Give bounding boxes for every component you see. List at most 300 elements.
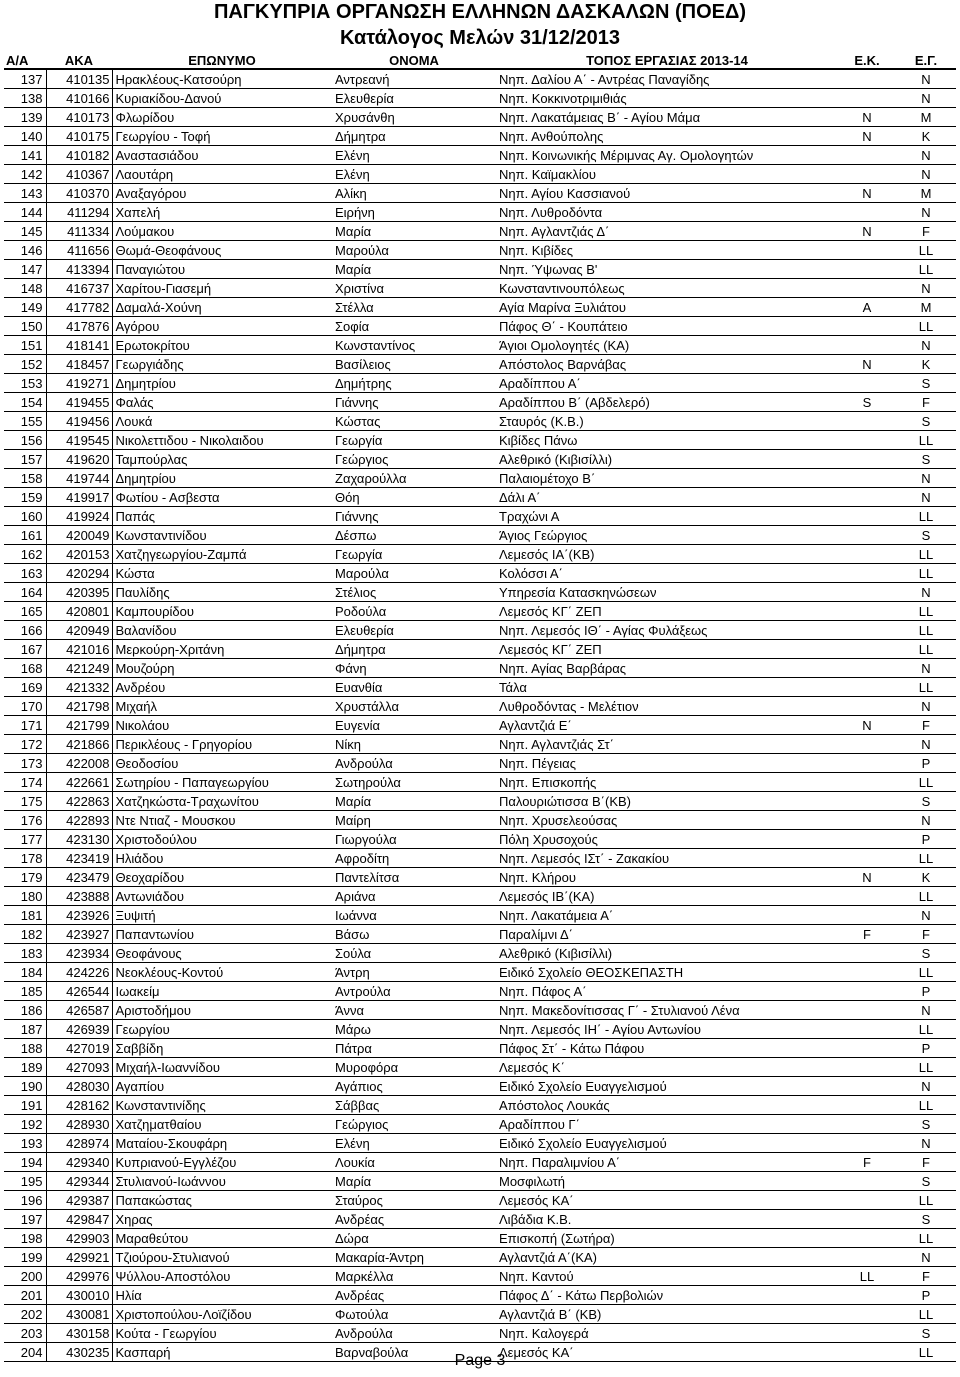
cell-eg: LL bbox=[896, 1191, 956, 1210]
cell-surname: Μιχαήλ-Ιωαννίδου bbox=[112, 1058, 332, 1077]
cell-aka: 410173 bbox=[46, 108, 112, 127]
cell-ek bbox=[838, 1248, 896, 1267]
cell-name: Γεωργία bbox=[332, 431, 496, 450]
cell-name: Παντελίτσα bbox=[332, 868, 496, 887]
cell-eg: LL bbox=[896, 1096, 956, 1115]
cell-aka: 417782 bbox=[46, 298, 112, 317]
cell-surname: Χαπελή bbox=[112, 203, 332, 222]
cell-name: Αριάνα bbox=[332, 887, 496, 906]
cell-aka: 421866 bbox=[46, 735, 112, 754]
cell-eg: P bbox=[896, 754, 956, 773]
cell-aa: 175 bbox=[4, 792, 46, 811]
cell-aa: 180 bbox=[4, 887, 46, 906]
cell-workplace: Πάφος Στ΄ - Κάτω Πάφου bbox=[496, 1039, 838, 1058]
cell-aa: 199 bbox=[4, 1248, 46, 1267]
cell-ek bbox=[838, 317, 896, 336]
table-row bbox=[4, 374, 956, 393]
cell-aa: 168 bbox=[4, 659, 46, 678]
cell-aka: 420949 bbox=[46, 621, 112, 640]
cell-name: Μακαρία-Άντρη bbox=[332, 1248, 496, 1267]
cell-aka: 421332 bbox=[46, 678, 112, 697]
cell-aka: 418457 bbox=[46, 355, 112, 374]
table-row bbox=[4, 1267, 956, 1286]
cell-surname: Φαλάς bbox=[112, 393, 332, 412]
cell-eg: N bbox=[896, 659, 956, 678]
cell-aa: 195 bbox=[4, 1172, 46, 1191]
cell-ek bbox=[838, 1324, 896, 1343]
cell-eg: LL bbox=[896, 887, 956, 906]
cell-eg: S bbox=[896, 1324, 956, 1343]
cell-aa: 145 bbox=[4, 222, 46, 241]
cell-ek bbox=[838, 906, 896, 925]
cell-aa: 150 bbox=[4, 317, 46, 336]
cell-ek bbox=[838, 564, 896, 583]
cell-ek: N bbox=[838, 868, 896, 887]
cell-name: Βαρναβούλα bbox=[332, 1343, 496, 1362]
cell-eg: LL bbox=[896, 963, 956, 982]
cell-workplace: Σταυρός (Κ.Β.) bbox=[496, 412, 838, 431]
table-row bbox=[4, 925, 956, 944]
table-row bbox=[4, 1153, 956, 1172]
cell-aka: 423934 bbox=[46, 944, 112, 963]
table-row bbox=[4, 1324, 956, 1343]
cell-eg: N bbox=[896, 906, 956, 925]
cell-workplace: Νηπ. Παραλιμνίου Α΄ bbox=[496, 1153, 838, 1172]
cell-aa: 139 bbox=[4, 108, 46, 127]
cell-ek bbox=[838, 488, 896, 507]
cell-ek bbox=[838, 697, 896, 716]
table-row bbox=[4, 830, 956, 849]
cell-aka: 419271 bbox=[46, 374, 112, 393]
cell-aka: 423419 bbox=[46, 849, 112, 868]
cell-surname: Χατζηκώστα-Τραχωνίτου bbox=[112, 792, 332, 811]
cell-surname: Θεοχαρίδου bbox=[112, 868, 332, 887]
table-row bbox=[4, 469, 956, 488]
cell-eg: N bbox=[896, 1001, 956, 1020]
cell-surname: Γεωργίου bbox=[112, 1020, 332, 1039]
cell-ek bbox=[838, 1020, 896, 1039]
cell-aka: 413394 bbox=[46, 260, 112, 279]
cell-surname: Χαρίτου-Γιασεμή bbox=[112, 279, 332, 298]
cell-name: Μάρω bbox=[332, 1020, 496, 1039]
cell-workplace: Νηπ. Κοινωνικής Μέριμνας Αγ. Ομολογητών bbox=[496, 146, 838, 165]
table-row bbox=[4, 1001, 956, 1020]
cell-aka: 422661 bbox=[46, 773, 112, 792]
cell-aka: 422893 bbox=[46, 811, 112, 830]
cell-workplace: Αγλαντζιά Β΄ (ΚΒ) bbox=[496, 1305, 838, 1324]
cell-aa: 183 bbox=[4, 944, 46, 963]
cell-workplace: Αραδίππου Α΄ bbox=[496, 374, 838, 393]
cell-workplace: Νηπ. Αγίας Βαρβάρας bbox=[496, 659, 838, 678]
cell-aa: 192 bbox=[4, 1115, 46, 1134]
cell-surname: Παναγιώτου bbox=[112, 260, 332, 279]
cell-ek bbox=[838, 1191, 896, 1210]
cell-aka: 426544 bbox=[46, 982, 112, 1001]
cell-name: Κωνσταντίνος bbox=[332, 336, 496, 355]
table-row bbox=[4, 640, 956, 659]
cell-aa: 187 bbox=[4, 1020, 46, 1039]
cell-workplace: Λεμεσός ΚΑ΄ bbox=[496, 1191, 838, 1210]
cell-eg: N bbox=[896, 1248, 956, 1267]
cell-aka: 419924 bbox=[46, 507, 112, 526]
cell-workplace: Πόλη Χρυσοχούς bbox=[496, 830, 838, 849]
cell-name: Μαρία bbox=[332, 260, 496, 279]
cell-name: Ανδρούλα bbox=[332, 1324, 496, 1343]
cell-aa: 203 bbox=[4, 1324, 46, 1343]
cell-name: Αφροδίτη bbox=[332, 849, 496, 868]
cell-eg: LL bbox=[896, 773, 956, 792]
table-row bbox=[4, 963, 956, 982]
cell-aa: 179 bbox=[4, 868, 46, 887]
cell-ek: N bbox=[838, 184, 896, 203]
cell-aa: 138 bbox=[4, 89, 46, 108]
cell-eg: M bbox=[896, 298, 956, 317]
cell-ek bbox=[838, 336, 896, 355]
cell-surname: Μερκούρη-Χριτάνη bbox=[112, 640, 332, 659]
cell-eg: LL bbox=[896, 317, 956, 336]
cell-eg: S bbox=[896, 374, 956, 393]
cell-aka: 419456 bbox=[46, 412, 112, 431]
table-row bbox=[4, 716, 956, 735]
cell-eg: M bbox=[896, 184, 956, 203]
cell-workplace: Νηπ. Μακεδονίτισσας Γ΄ - Στυλιανού Λένα bbox=[496, 1001, 838, 1020]
cell-surname: Αναξαγόρου bbox=[112, 184, 332, 203]
cell-workplace: Πάφος Δ΄ - Κάτω Περβολιών bbox=[496, 1286, 838, 1305]
cell-workplace: Νηπ. Κιβίδες bbox=[496, 241, 838, 260]
cell-name: Γιάννης bbox=[332, 507, 496, 526]
cell-name: Ζαχαρούλλα bbox=[332, 469, 496, 488]
cell-eg: P bbox=[896, 1286, 956, 1305]
cell-name: Ειρήνη bbox=[332, 203, 496, 222]
cell-ek bbox=[838, 374, 896, 393]
cell-surname: Θωμά-Θεοφάνους bbox=[112, 241, 332, 260]
table-row bbox=[4, 279, 956, 298]
cell-ek bbox=[838, 526, 896, 545]
cell-workplace: Νηπ. Λακατάμειας Β΄ - Αγίου Μάμα bbox=[496, 108, 838, 127]
cell-aka: 428974 bbox=[46, 1134, 112, 1153]
column-header-ek: Ε.Κ. bbox=[854, 52, 880, 68]
cell-aa: 173 bbox=[4, 754, 46, 773]
cell-surname: Χριστοδούλου bbox=[112, 830, 332, 849]
cell-surname: Παπακώστας bbox=[112, 1191, 332, 1210]
cell-name: Μαρία bbox=[332, 792, 496, 811]
cell-name: Ευγενία bbox=[332, 716, 496, 735]
cell-aa: 164 bbox=[4, 583, 46, 602]
cell-aa: 167 bbox=[4, 640, 46, 659]
cell-surname: Ηρακλέους-Κατσούρη bbox=[112, 69, 332, 89]
cell-aka: 420395 bbox=[46, 583, 112, 602]
cell-surname: Σαββίδη bbox=[112, 1039, 332, 1058]
cell-ek bbox=[838, 1229, 896, 1248]
cell-name: Κώστας bbox=[332, 412, 496, 431]
cell-surname: Αντωνιάδου bbox=[112, 887, 332, 906]
cell-surname: Νεοκλέους-Κοντού bbox=[112, 963, 332, 982]
cell-workplace: Νηπ. Αγίου Κασσιανού bbox=[496, 184, 838, 203]
cell-aka: 428930 bbox=[46, 1115, 112, 1134]
cell-eg: P bbox=[896, 830, 956, 849]
table-row bbox=[4, 69, 956, 89]
cell-aa: 198 bbox=[4, 1229, 46, 1248]
cell-surname: Κυπριανού-Εγγλέζου bbox=[112, 1153, 332, 1172]
cell-aa: 184 bbox=[4, 963, 46, 982]
cell-surname: Παυλίδης bbox=[112, 583, 332, 602]
cell-name: Λουκία bbox=[332, 1153, 496, 1172]
cell-name: Αλίκη bbox=[332, 184, 496, 203]
table-row bbox=[4, 944, 956, 963]
cell-workplace: Λεμεσός ΚΓ΄ ΖΕΠ bbox=[496, 602, 838, 621]
cell-aka: 419545 bbox=[46, 431, 112, 450]
cell-workplace: Μοσφιλωτή bbox=[496, 1172, 838, 1191]
cell-aka: 423926 bbox=[46, 906, 112, 925]
cell-aa: 176 bbox=[4, 811, 46, 830]
table-row bbox=[4, 89, 956, 108]
cell-ek bbox=[838, 431, 896, 450]
cell-name: Δημήτρης bbox=[332, 374, 496, 393]
cell-aa: 174 bbox=[4, 773, 46, 792]
cell-workplace: Νηπ. Λεμεσός ΙΘ΄ - Αγίας Φυλάξεως bbox=[496, 621, 838, 640]
cell-aa: 161 bbox=[4, 526, 46, 545]
cell-eg: P bbox=[896, 1039, 956, 1058]
cell-ek bbox=[838, 89, 896, 108]
table-row bbox=[4, 1096, 956, 1115]
cell-eg: N bbox=[896, 203, 956, 222]
cell-surname: Κωνσταντινίδου bbox=[112, 526, 332, 545]
cell-name: Μαρία bbox=[332, 222, 496, 241]
cell-aa: 163 bbox=[4, 564, 46, 583]
table-row bbox=[4, 393, 956, 412]
document-subtitle: Κατάλογος Μελών 31/12/2013 bbox=[339, 27, 621, 49]
column-header-workplace: ΤΟΠΟΣ ΕΡΓΑΣΙΑΣ 2013-14 bbox=[586, 52, 748, 68]
cell-surname: Χατζηματθαίου bbox=[112, 1115, 332, 1134]
cell-aka: 430235 bbox=[46, 1343, 112, 1362]
cell-name: Στέλιος bbox=[332, 583, 496, 602]
cell-workplace: Ειδικό Σχολείο Ευαγγελισμού bbox=[496, 1134, 838, 1153]
cell-eg: N bbox=[896, 279, 956, 298]
table-row bbox=[4, 1229, 956, 1248]
cell-eg: LL bbox=[896, 849, 956, 868]
cell-workplace: Νηπ. Λεμεσός ΙΗ΄ - Αγίου Αντωνίου bbox=[496, 1020, 838, 1039]
cell-workplace: Λιβάδια Κ.Β. bbox=[496, 1210, 838, 1229]
cell-eg: LL bbox=[896, 1229, 956, 1248]
cell-aka: 411294 bbox=[46, 203, 112, 222]
table-row bbox=[4, 526, 956, 545]
cell-aka: 421249 bbox=[46, 659, 112, 678]
cell-aka: 420153 bbox=[46, 545, 112, 564]
cell-ek bbox=[838, 1039, 896, 1058]
column-header-aa: Α/Α bbox=[6, 52, 29, 68]
cell-aka: 426939 bbox=[46, 1020, 112, 1039]
cell-ek bbox=[838, 1096, 896, 1115]
cell-eg: F bbox=[896, 222, 956, 241]
cell-aka: 430081 bbox=[46, 1305, 112, 1324]
cell-workplace: Επισκοπή (Σωτήρα) bbox=[496, 1229, 838, 1248]
cell-aka: 421798 bbox=[46, 697, 112, 716]
cell-surname: Μαραθεύτου bbox=[112, 1229, 332, 1248]
cell-name: Θόη bbox=[332, 488, 496, 507]
cell-surname: Κασπαρή bbox=[112, 1343, 332, 1362]
cell-name: Χρυστάλλα bbox=[332, 697, 496, 716]
cell-aa: 140 bbox=[4, 127, 46, 146]
cell-workplace: Λεμεσός ΙΒ΄(ΚΑ) bbox=[496, 887, 838, 906]
table-header-row bbox=[4, 52, 956, 69]
cell-name: Μαρία bbox=[332, 1172, 496, 1191]
cell-ek bbox=[838, 1305, 896, 1324]
cell-aa: 157 bbox=[4, 450, 46, 469]
cell-name: Μαρούλα bbox=[332, 564, 496, 583]
cell-surname: Ξυψιτή bbox=[112, 906, 332, 925]
cell-ek bbox=[838, 1058, 896, 1077]
cell-aa: 162 bbox=[4, 545, 46, 564]
column-header-surname: ΕΠΩΝΥΜΟ bbox=[188, 52, 256, 68]
cell-workplace: Νηπ. Λυθροδόντα bbox=[496, 203, 838, 222]
cell-aa: 165 bbox=[4, 602, 46, 621]
cell-aka: 419917 bbox=[46, 488, 112, 507]
cell-surname: Σωτηρίου - Παπαγεωργίου bbox=[112, 773, 332, 792]
cell-aa: 182 bbox=[4, 925, 46, 944]
cell-name: Πάτρα bbox=[332, 1039, 496, 1058]
cell-aka: 416737 bbox=[46, 279, 112, 298]
cell-aa: 196 bbox=[4, 1191, 46, 1210]
cell-surname: Στυλιανού-Ιωάννου bbox=[112, 1172, 332, 1191]
cell-name: Χριστίνα bbox=[332, 279, 496, 298]
cell-ek: A bbox=[838, 298, 896, 317]
cell-ek bbox=[838, 773, 896, 792]
cell-workplace: Απόστολος Βαρνάβας bbox=[496, 355, 838, 374]
table-row bbox=[4, 127, 956, 146]
cell-aa: 137 bbox=[4, 69, 46, 89]
cell-aka: 422863 bbox=[46, 792, 112, 811]
table-row bbox=[4, 1248, 956, 1267]
cell-name: Σούλα bbox=[332, 944, 496, 963]
cell-ek bbox=[838, 735, 896, 754]
cell-name: Αντρεανή bbox=[332, 69, 496, 89]
cell-aa: 147 bbox=[4, 260, 46, 279]
cell-name: Ελευθερία bbox=[332, 621, 496, 640]
cell-surname: Βαλανίδου bbox=[112, 621, 332, 640]
table-row bbox=[4, 678, 956, 697]
cell-eg: LL bbox=[896, 241, 956, 260]
cell-surname: Λούμακου bbox=[112, 222, 332, 241]
cell-eg: P bbox=[896, 982, 956, 1001]
cell-aa: 152 bbox=[4, 355, 46, 374]
cell-workplace: Νηπ. Κλήρου bbox=[496, 868, 838, 887]
cell-eg: N bbox=[896, 469, 956, 488]
cell-ek bbox=[838, 944, 896, 963]
cell-workplace: Λυθροδόντας - Μελέτιον bbox=[496, 697, 838, 716]
table-row bbox=[4, 849, 956, 868]
cell-workplace: Νηπ. Καϊμακλίου bbox=[496, 165, 838, 184]
cell-name: Ελευθερία bbox=[332, 89, 496, 108]
cell-ek bbox=[838, 1172, 896, 1191]
cell-surname: Ματαίου-Σκουφάρη bbox=[112, 1134, 332, 1153]
cell-eg: LL bbox=[896, 564, 956, 583]
cell-name: Σοφία bbox=[332, 317, 496, 336]
cell-workplace: Νηπ. Καντού bbox=[496, 1267, 838, 1286]
cell-eg: N bbox=[896, 165, 956, 184]
cell-aa: 188 bbox=[4, 1039, 46, 1058]
cell-workplace: Αγλαντζιά Ε΄ bbox=[496, 716, 838, 735]
cell-workplace: Νηπ. Αγλαντζιάς Δ΄ bbox=[496, 222, 838, 241]
cell-aka: 418141 bbox=[46, 336, 112, 355]
cell-aka: 427093 bbox=[46, 1058, 112, 1077]
cell-workplace: Λεμεσός ΚΓ΄ ΖΕΠ bbox=[496, 640, 838, 659]
cell-workplace: Απόστολος Λουκάς bbox=[496, 1096, 838, 1115]
table-row bbox=[4, 1115, 956, 1134]
cell-ek bbox=[838, 887, 896, 906]
cell-ek: F bbox=[838, 925, 896, 944]
page-number: Page 3 bbox=[454, 1352, 506, 1369]
cell-surname: Ντε Ντιαζ - Μουσκου bbox=[112, 811, 332, 830]
table-row bbox=[4, 1210, 956, 1229]
cell-aka: 419744 bbox=[46, 469, 112, 488]
cell-eg: F bbox=[896, 716, 956, 735]
cell-surname: Κυριακίδου-Δανού bbox=[112, 89, 332, 108]
cell-name: Σάββας bbox=[332, 1096, 496, 1115]
cell-workplace: Δάλι Α΄ bbox=[496, 488, 838, 507]
cell-aka: 420294 bbox=[46, 564, 112, 583]
column-header-name: ΟΝΟΜΑ bbox=[389, 52, 439, 68]
cell-name: Δήμητρα bbox=[332, 127, 496, 146]
cell-name: Άντρη bbox=[332, 963, 496, 982]
cell-workplace: Νηπ. Λεμεσός ΙΣτ΄ - Ζακακίου bbox=[496, 849, 838, 868]
cell-aka: 428030 bbox=[46, 1077, 112, 1096]
table-row bbox=[4, 507, 956, 526]
cell-eg: K bbox=[896, 355, 956, 374]
cell-eg: N bbox=[896, 697, 956, 716]
cell-workplace: Λεμεσός Κ΄ bbox=[496, 1058, 838, 1077]
cell-ek bbox=[838, 583, 896, 602]
cell-workplace: Αραδίππου Β΄ (Αβδελερό) bbox=[496, 393, 838, 412]
cell-aa: 156 bbox=[4, 431, 46, 450]
table-row bbox=[4, 1134, 956, 1153]
cell-ek: N bbox=[838, 716, 896, 735]
cell-ek: N bbox=[838, 222, 896, 241]
cell-surname: Αριστοδήμου bbox=[112, 1001, 332, 1020]
cell-eg: M bbox=[896, 108, 956, 127]
cell-name: Χρυσάνθη bbox=[332, 108, 496, 127]
cell-ek bbox=[838, 963, 896, 982]
cell-eg: S bbox=[896, 526, 956, 545]
cell-surname: Γεωργίου - Τοφή bbox=[112, 127, 332, 146]
cell-workplace: Νηπ. Καλογερά bbox=[496, 1324, 838, 1343]
cell-eg: LL bbox=[896, 1305, 956, 1324]
cell-ek bbox=[838, 146, 896, 165]
cell-ek: F bbox=[838, 1153, 896, 1172]
cell-eg: LL bbox=[896, 507, 956, 526]
cell-aka: 429344 bbox=[46, 1172, 112, 1191]
cell-workplace: Παλαιομέτοχο Β΄ bbox=[496, 469, 838, 488]
cell-surname: Αγόρου bbox=[112, 317, 332, 336]
cell-aka: 423888 bbox=[46, 887, 112, 906]
cell-surname: Χατζηγεωργίου-Ζαμπά bbox=[112, 545, 332, 564]
cell-surname: Ηλία bbox=[112, 1286, 332, 1305]
table-row bbox=[4, 1077, 956, 1096]
cell-name: Δήμητρα bbox=[332, 640, 496, 659]
cell-name: Νίκη bbox=[332, 735, 496, 754]
cell-ek bbox=[838, 450, 896, 469]
cell-workplace: Τάλα bbox=[496, 678, 838, 697]
cell-workplace: Αραδίππου Γ΄ bbox=[496, 1115, 838, 1134]
cell-surname: Μιχαήλ bbox=[112, 697, 332, 716]
cell-aka: 420801 bbox=[46, 602, 112, 621]
cell-surname: Μουζούρη bbox=[112, 659, 332, 678]
table-row bbox=[4, 336, 956, 355]
cell-aa: 158 bbox=[4, 469, 46, 488]
cell-ek bbox=[838, 678, 896, 697]
cell-workplace: Νηπ. Ύψωνας Β' bbox=[496, 260, 838, 279]
table-row bbox=[4, 1191, 956, 1210]
cell-eg: LL bbox=[896, 431, 956, 450]
